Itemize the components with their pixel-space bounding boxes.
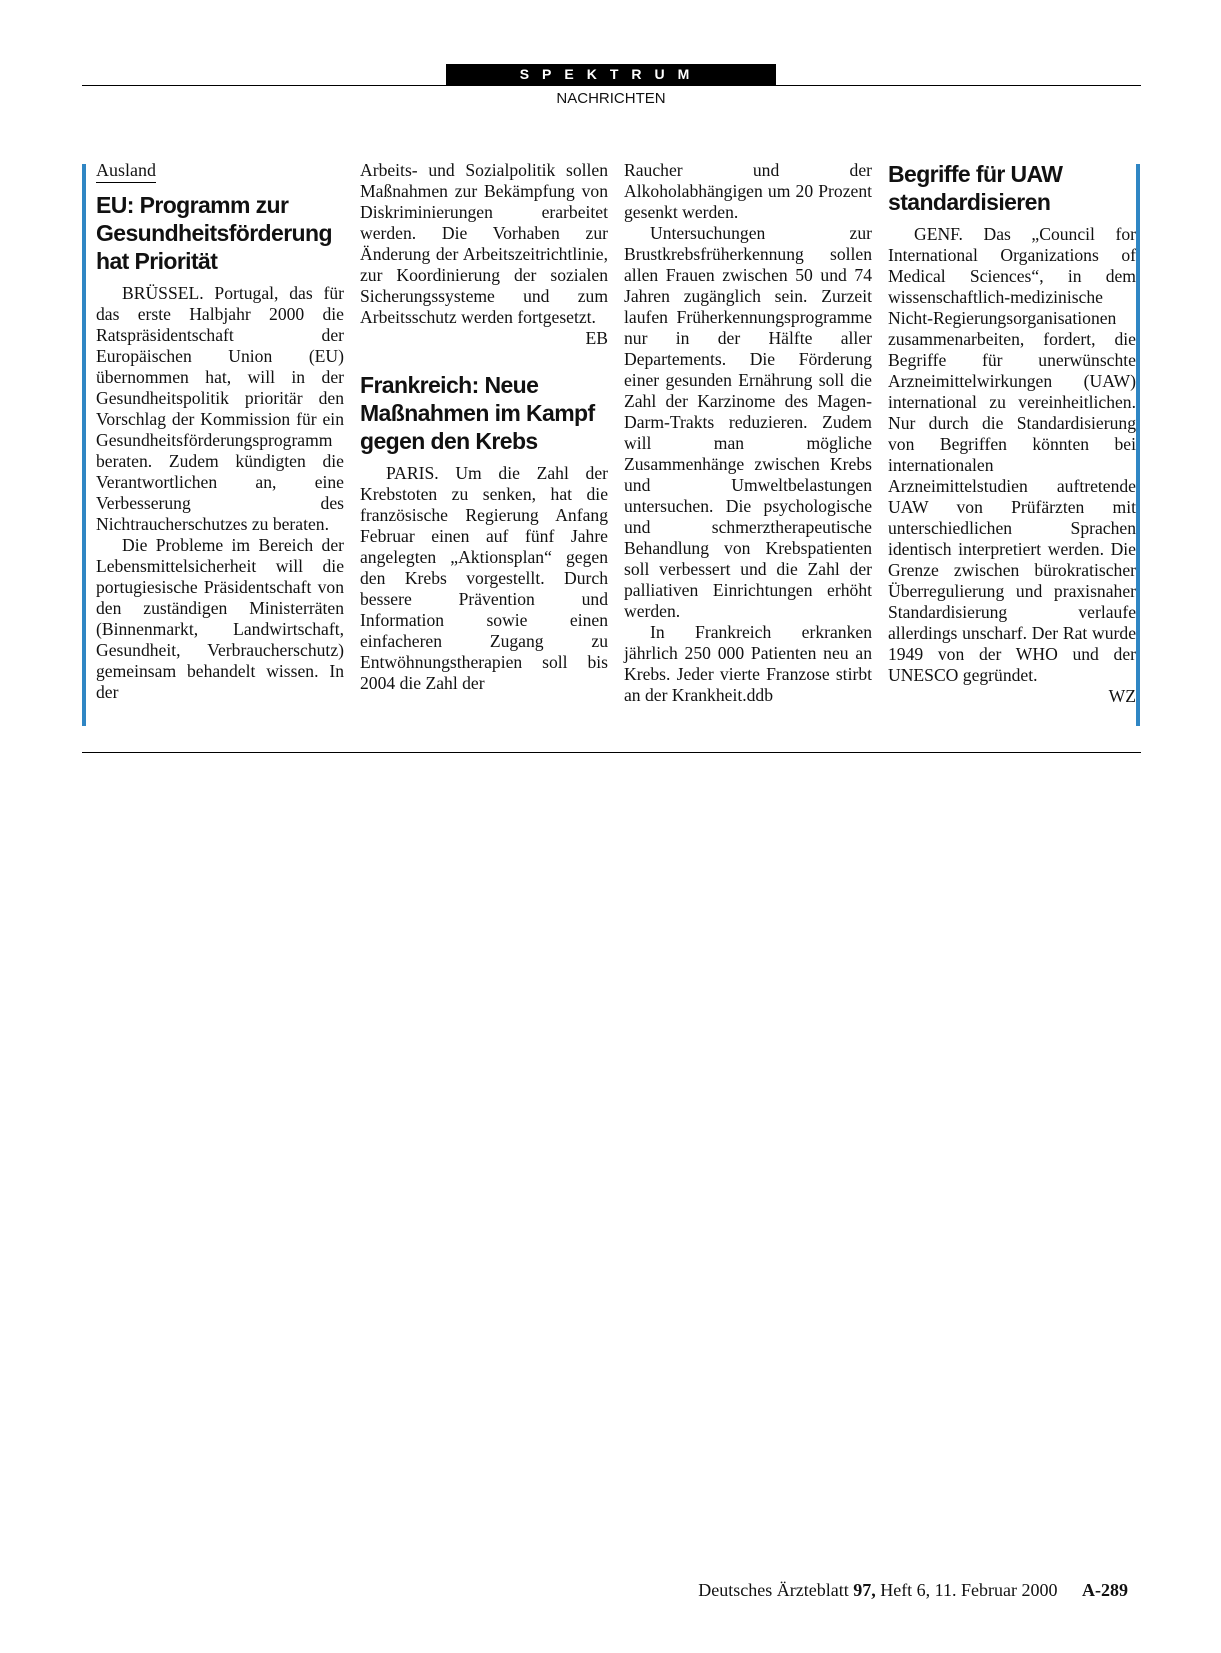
article2-paragraph-4: In Frankreich erkranken jährlich 250 000 Patienten neu an Krebs. Jeder vierte Franzose stirbt an der Krankheit.ddb <box>624 622 872 705</box>
page-footer <box>600 1580 1128 1601</box>
footer-volume: 97, <box>853 1580 876 1600</box>
article1-headline: EU: Programm zur Gesundheitsförderung hat Priorität <box>96 192 332 274</box>
header-rule <box>82 85 1141 86</box>
bottom-rule <box>82 752 1141 753</box>
article3-headline: Begriffe für UAW standardisieren <box>888 161 1063 215</box>
article2-headline: Frankreich: Neue Maßnahmen im Kampf gegen den Krebs <box>360 372 595 454</box>
article1-paragraph-2: Die Probleme im Bereich der Lebensmittelsicherheit will die portugiesische Präsidentschaft von den zuständigen Ministerräten (Binnenmarkt, Landwirtschaft, Gesundheit, Verbraucherschutz) gemeinsam behandelt wissen. In der <box>96 535 344 702</box>
article1-kicker: Ausland <box>96 160 156 183</box>
column-4 <box>888 160 1136 707</box>
column-2 <box>360 160 608 694</box>
right-accent-bar <box>1136 164 1140 726</box>
article1-paragraph-1: BRÜSSEL. Portugal, das für das erste Halbjahr 2000 die Ratspräsidentschaft der Europäischen Union (EU) übernommen hat, will in der Gesundheitspolitik prioritär den Vorschlag der Kommission für ein Gesundheitsförderungsprogramm beraten. Zudem kündigten die Verantwortlichen an, eine Verbesserung des Nichtraucherschutzes zu beraten. <box>96 283 344 534</box>
footer-journal: Deutsches Ärzteblatt <box>698 1580 849 1600</box>
article3-paragraph-1: GENF. Das „Council for International Organizations of Medical Sciences“, in dem wissenschaftlich-medizinische Nicht-Regierungsorganisationen zusammenarbeiten, fordert, die Begriffe für unerwünschte Arzneimittelwirkungen (UAW) international zu vereinheitlichen. Nur durch die Standardisierung von Begriffen könnten bei internationalen Arzneimittelstudien auftretende UAW von Prüfärzten mit unterschiedlichen Sprachen identisch interpretiert werden. Die Grenze zwischen bürokratischer Überregulierung und praxisnaher Standardisierung verlaufe allerdings unscharf. Der Rat wurde 1949 von der WHO und der UNESCO gegründet. <box>888 224 1136 685</box>
article1-paragraph-3: Arbeits- und Sozialpolitik sollen Maßnahmen zur Bekämpfung von Diskriminierungen erarbeitet werden. Die Vorhaben zur Änderung der Arbeitszeitrichtlinie, zur Koordinierung der sozialen Sicherungssysteme und zum Arbeitsschutz werden fortgesetzt. <box>360 160 608 327</box>
article1-signature: EB <box>585 328 608 348</box>
column-1 <box>96 160 344 703</box>
article2-paragraph-2: Raucher und der Alkoholabhängigen um 20 Prozent gesenkt werden. <box>624 160 872 222</box>
article2-paragraph-1: PARIS. Um die Zahl der Krebstoten zu senken, hat die französische Regierung Anfang Februar einen auf fünf Jahre angelegten „Aktionsplan“ gegen den Krebs vorgestellt. Durch bessere Prävention und Information sowie einen einfacheren Zugang zu Entwöhnungstherapien soll bis 2004 die Zahl der <box>360 463 608 693</box>
column-3 <box>624 160 872 706</box>
subsection-label: NACHRICHTEN <box>556 90 666 107</box>
section-banner: SPEKTRUM <box>446 64 776 85</box>
footer-page-number: A-289 <box>1082 1580 1128 1600</box>
article2-paragraph-3: Untersuchungen zur Brustkrebsfrüherkennung sollen allen Frauen zwischen 50 und 74 Jahren zugänglich sein. Zurzeit laufen Früherkennungsprogramme nur in der Hälfte aller Departements. Die Förderung einer gesunden Ernährung soll die Zahl der Karzinome des Magen-Darm-Trakts reduzieren. Zudem will man mögliche Zusammenhänge zwischen Krebs und Umweltbelastungen untersuchen. Die psychologische und schmerztherapeutische Behandlung von Krebspatienten soll verbessert und die Zahl der palliativen Einrichtungen erhöht werden. <box>624 223 872 621</box>
article3-signature: WZ <box>1108 686 1136 706</box>
footer-issue: Heft 6, 11. Februar 2000 <box>880 1580 1058 1600</box>
left-accent-bar <box>82 164 86 726</box>
